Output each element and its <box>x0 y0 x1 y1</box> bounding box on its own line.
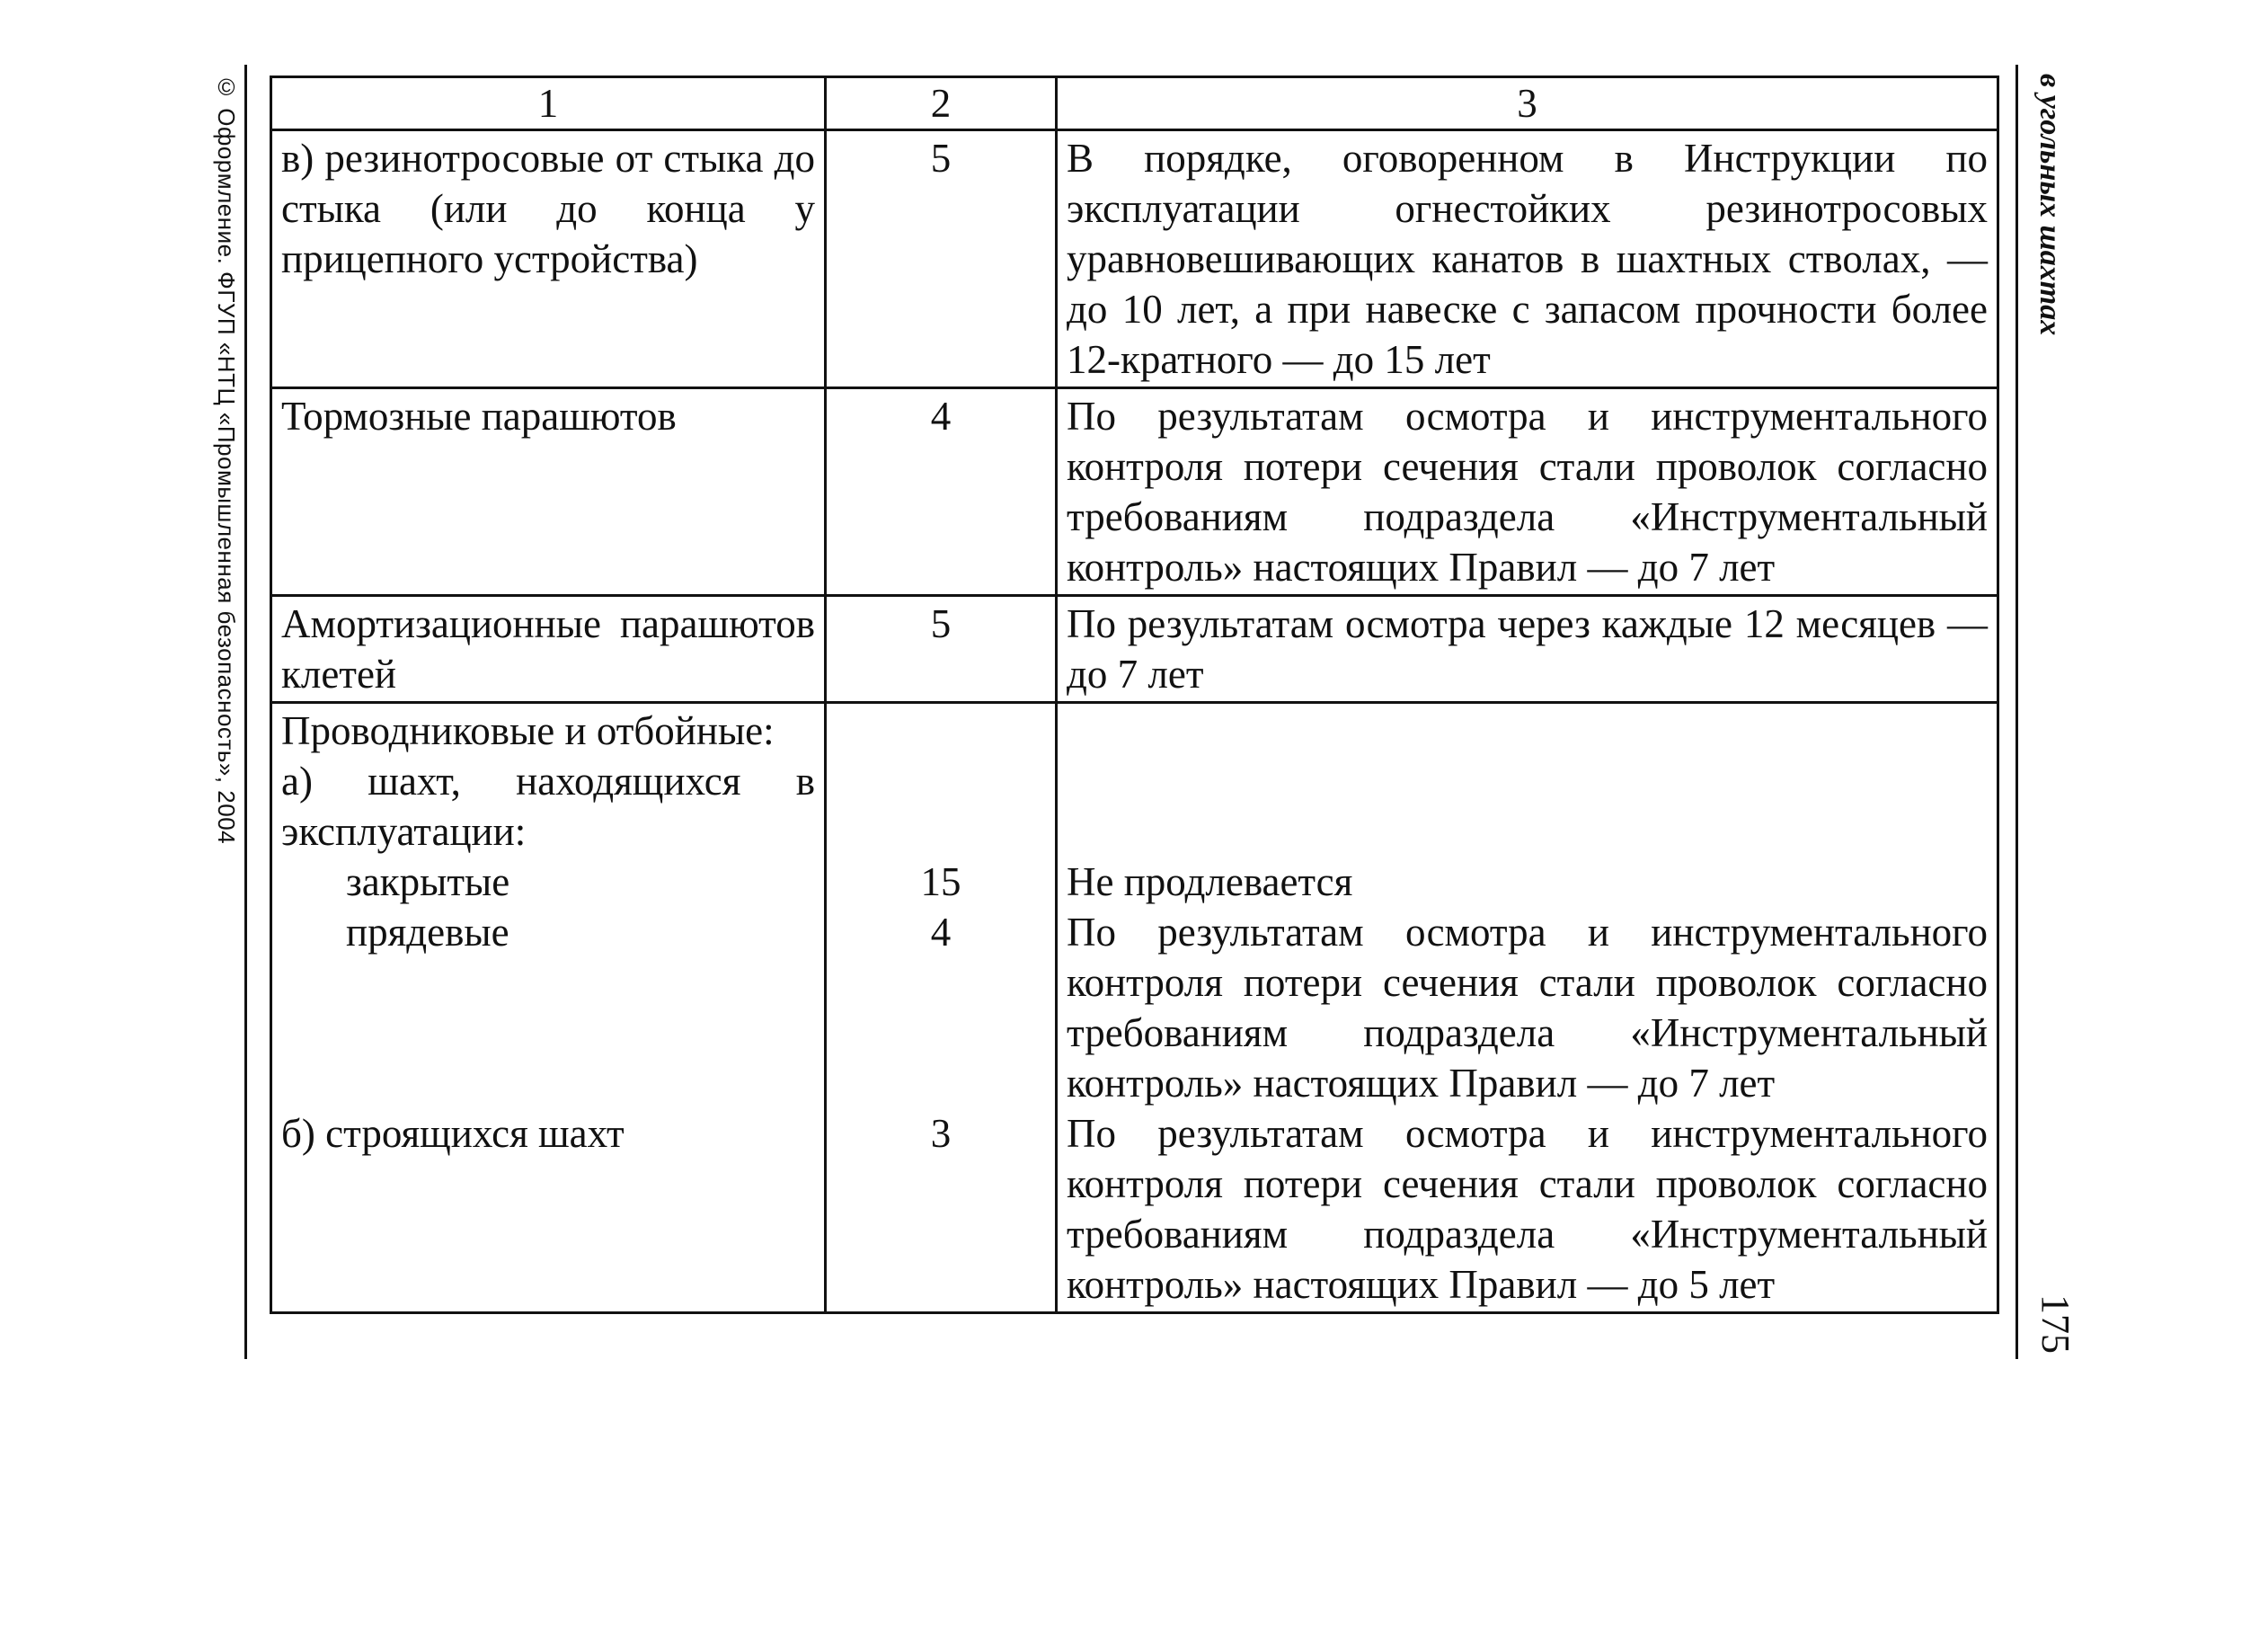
rope-type-cell: Тормозные парашютов <box>271 388 826 596</box>
row-spacer <box>1067 706 1988 756</box>
running-header: в угольных шахтах <box>2033 74 2067 336</box>
rope-service-table-container <box>270 76 1997 1314</box>
strand-ropes-label: прядевые <box>346 910 509 955</box>
table-row <box>271 388 1998 596</box>
rope-service-table <box>270 76 1999 1314</box>
construction-shafts-condition: По результатам осмотра и инструментального контроля потери сечения стали проволок согласно требованиям подраздела «Инструментальный контроль» настоящих Правил — до 5 лет <box>1067 1111 1988 1307</box>
guide-ropes-heading: Проводниковые и отбойные: <box>281 708 775 753</box>
row-spacer <box>281 957 815 1008</box>
rope-type-cell <box>271 703 826 1313</box>
extension-conditions-cell: В порядке, оговоренном в Инструкции по эксплуатации огнестойких резинотросовых уравновешивающих канатов в шахтных стволах, — до 10 лет, а при навеске с запасом прочности более 12-кратного — до 15 лет <box>1057 130 1998 388</box>
construction-shafts-years: 3 <box>930 1111 952 1156</box>
table-row <box>271 596 1998 703</box>
shafts-under-construction-label: б) строящихся шахт <box>281 1111 625 1156</box>
row-spacer <box>836 957 1046 1008</box>
row-spacer <box>1067 806 1988 857</box>
row-spacer <box>836 706 1046 756</box>
row-spacer <box>836 1058 1046 1108</box>
strand-ropes-years: 4 <box>930 910 952 955</box>
extension-conditions-cell <box>1057 703 1998 1313</box>
copyright-note: © Оформление. ФГУП «НТЦ «Промышленная безопасность», 2004 <box>213 74 240 845</box>
rope-type-cell: в) резинотросовые от стыка до стыка (или до конца у прицепного устройства) <box>271 130 826 388</box>
row-spacer <box>281 1008 815 1058</box>
row-spacer <box>836 806 1046 857</box>
rope-type-cell: Амортизационные парашютов клетей <box>271 596 826 703</box>
closed-ropes-condition: Не продлевается <box>1067 859 1353 904</box>
right-margin-rule <box>2016 65 2018 1359</box>
page-number: 175 <box>2033 1294 2078 1354</box>
table-row <box>271 703 1998 1313</box>
closed-ropes-years: 15 <box>920 859 961 904</box>
row-spacer <box>281 1058 815 1108</box>
column-header-3: 3 <box>1057 77 1998 130</box>
row-spacer <box>836 756 1046 806</box>
table-row <box>271 130 1998 388</box>
service-years-cell <box>826 703 1057 1313</box>
table-header-row <box>271 77 1998 130</box>
row-spacer <box>1067 756 1988 806</box>
extension-conditions-cell: По результатам осмотра через каждые 12 месяцев — до 7 лет <box>1057 596 1998 703</box>
row-spacer <box>836 1008 1046 1058</box>
column-header-1: 1 <box>271 77 826 130</box>
service-years-cell: 5 <box>826 596 1057 703</box>
left-margin-rule <box>244 65 247 1359</box>
operating-shafts-label: а) шахт, находящихся в эксплуатации: <box>281 759 815 854</box>
strand-ropes-condition: По результатам осмотра и инструментального контроля потери сечения стали проволок согласно требованиям подраздела «Инструментальный контроль» настоящих Правил — до 7 лет <box>1067 910 1988 1106</box>
column-header-2: 2 <box>826 77 1057 130</box>
service-years-cell: 4 <box>826 388 1057 596</box>
extension-conditions-cell: По результатам осмотра и инструментального контроля потери сечения стали проволок согласно требованиям подраздела «Инструментальный контроль» настоящих Правил — до 7 лет <box>1057 388 1998 596</box>
closed-ropes-label: закрытые <box>346 859 510 904</box>
service-years-cell: 5 <box>826 130 1057 388</box>
